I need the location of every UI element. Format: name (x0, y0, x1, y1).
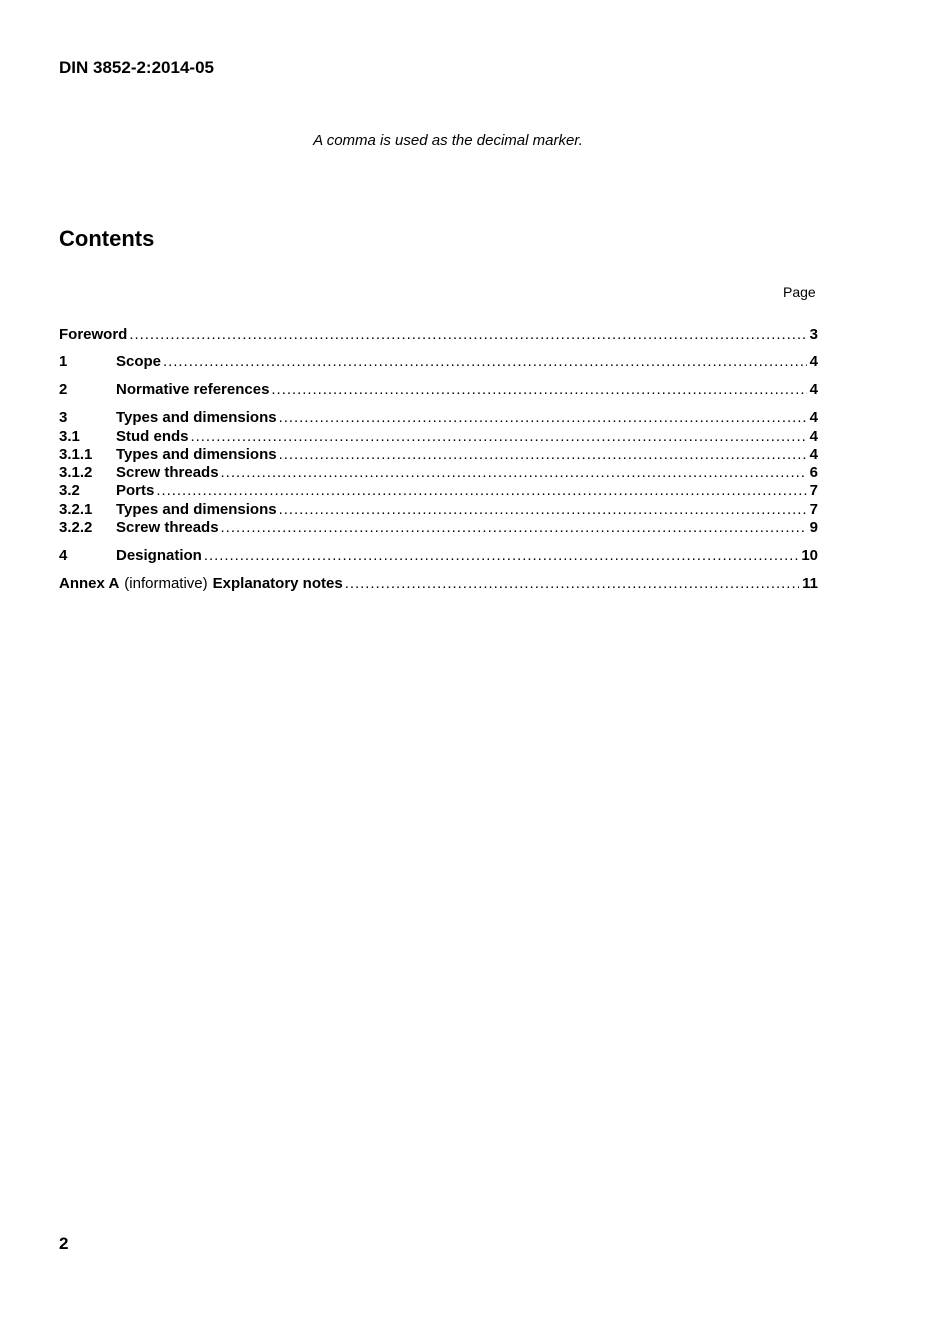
toc-leader-dots (269, 381, 806, 398)
toc-entry-number: 3.2.1 (59, 501, 93, 518)
toc-entry-page: 4 (809, 409, 818, 426)
toc-leader-dots (277, 409, 807, 426)
page-number: 2 (59, 1234, 69, 1253)
toc-entry-number: 3.1.1 (59, 446, 93, 463)
toc-entry-title: Screw threads (116, 519, 219, 536)
toc-entry-designation[interactable] (59, 547, 818, 565)
toc-entry-normative-references[interactable] (59, 381, 818, 399)
toc-entry-number: 3 (59, 409, 68, 426)
toc-entry-number: 4 (59, 547, 68, 564)
toc-entry-stud-ends-types-and-dimensions[interactable] (59, 446, 818, 464)
toc-entry-page: 4 (809, 353, 818, 370)
toc-entry-page: 11 (802, 575, 818, 592)
toc-entry-number: 3.2.2 (59, 519, 93, 536)
toc-entry-title: Foreword (59, 326, 128, 343)
toc-entry-page: 10 (801, 547, 818, 564)
document-id: DIN 3852-2:2014-05 (59, 58, 214, 77)
toc-leader-dots (277, 446, 807, 463)
toc-entry-page: 9 (809, 519, 818, 536)
toc-entry-foreword[interactable] (59, 326, 818, 344)
toc-entry-stud-ends[interactable] (59, 428, 818, 446)
toc-entry-title: Screw threads (116, 464, 219, 481)
toc-entry-page: 4 (809, 381, 818, 398)
toc-entry-title: Types and dimensions (116, 409, 277, 426)
toc-leader-dots (127, 326, 806, 343)
toc-leader-dots (219, 464, 807, 481)
toc-entry-types-and-dimensions[interactable] (59, 409, 818, 427)
toc-entry-page: 4 (809, 428, 818, 445)
toc-entry-number: 3.2 (59, 482, 80, 499)
toc-entry-title: Types and dimensions (116, 501, 277, 518)
toc-entry-page: 6 (809, 464, 818, 481)
toc-leader-dots (189, 428, 807, 445)
toc-entry-page: 3 (809, 326, 818, 343)
toc-entry-annex-a[interactable] (59, 575, 818, 593)
toc-leader-dots (202, 547, 798, 564)
toc-entry-title: Stud ends (116, 428, 189, 445)
toc-entry-page: 7 (809, 482, 818, 499)
toc-leader-dots (277, 501, 807, 518)
toc-entry-number: 3.1 (59, 428, 80, 445)
toc-leader-dots (343, 575, 799, 592)
toc-entry-ports-screw-threads[interactable] (59, 519, 818, 537)
toc-entry-title: Normative references (116, 381, 270, 398)
toc-leader-dots (161, 353, 807, 370)
toc-entry-stud-ends-screw-threads[interactable] (59, 464, 818, 482)
toc-entry-title: Scope (116, 353, 162, 370)
toc-entry-title: Ports (116, 482, 155, 499)
toc-entry-page: 7 (809, 501, 818, 518)
toc-entry-number: 1 (59, 353, 68, 370)
toc-entry-ports[interactable] (59, 482, 818, 500)
toc-entry-title: Explanatory notes (212, 575, 343, 592)
toc-entry-number: 2 (59, 381, 68, 398)
toc-entry-annex-label: Annex A (59, 575, 120, 592)
toc-leader-dots (219, 519, 807, 536)
decimal-marker-note: A comma is used as the decimal marker. (313, 132, 583, 149)
toc-entry-page: 4 (809, 446, 818, 463)
toc-entry-scope[interactable] (59, 353, 818, 371)
toc-entry-annex-qualifier: (informative) (124, 575, 208, 592)
toc-entry-number: 3.1.2 (59, 464, 93, 481)
page-column-label: Page (783, 284, 816, 300)
toc-entry-title: Designation (116, 547, 202, 564)
toc-leader-dots (154, 482, 806, 499)
toc-entry-ports-types-and-dimensions[interactable] (59, 501, 818, 519)
contents-heading: Contents (59, 226, 155, 251)
toc-entry-title: Types and dimensions (116, 446, 277, 463)
